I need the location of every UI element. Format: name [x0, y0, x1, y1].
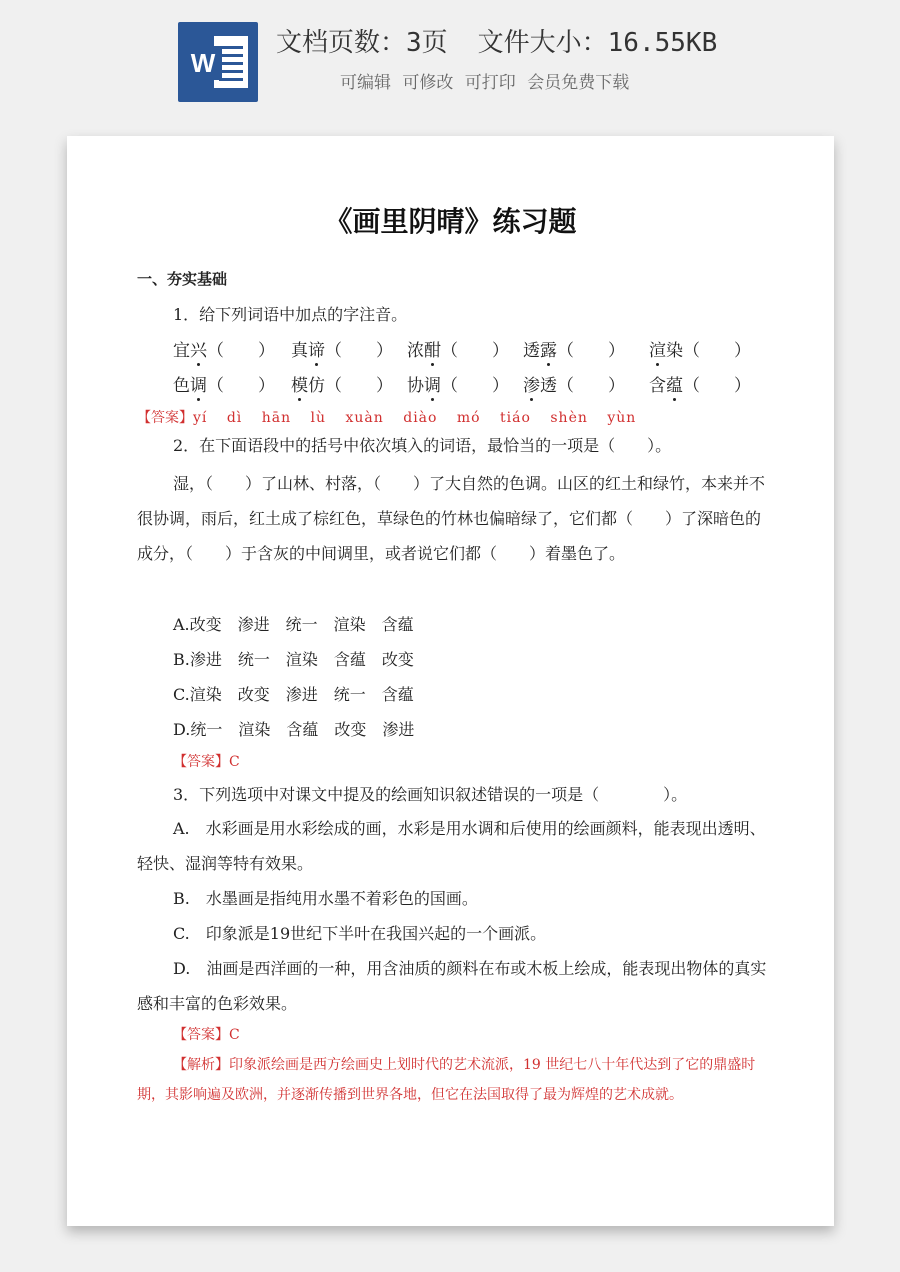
- word-item: [173, 336, 275, 361]
- answer-value: C: [229, 754, 240, 770]
- word-item: [407, 371, 509, 396]
- q2-option-d: D.统一 渲染 含蕴 改变 渗进: [173, 720, 415, 739]
- dotted-character: 模: [291, 376, 308, 396]
- q2-option-a: A.改变 渗进 统一 渲染 含蕴: [173, 615, 414, 634]
- word-item: [291, 371, 393, 396]
- dotted-character: 渲: [649, 341, 666, 361]
- word-item: [291, 336, 393, 361]
- word-suffix-blank: （ ）: [441, 376, 509, 396]
- q2-passage: 湿，（ ）了山林、村落，（ ）了大自然的色调。山区的红土和绿竹，本来并不很协调，雨后，红土成了棕红色，草绿色的竹林也偏暗绿了，它们都（ ）了深暗色的成分，（ ）于含灰的中间调里，或者说它们都（ ）着墨色了。: [137, 474, 766, 563]
- word-suffix-blank: （ ）: [441, 341, 509, 361]
- section-heading: 一、夯实基础: [137, 270, 228, 288]
- dotted-character: 调: [190, 376, 207, 396]
- q2-option-c: C.渲染 改变 渗进 统一 含蕴: [173, 685, 414, 704]
- q3-option-b: B. 水墨画是指纯用水墨不着彩色的国画。: [173, 889, 478, 908]
- word-letter: W: [184, 46, 222, 80]
- q3-analysis: [137, 1050, 767, 1110]
- answer-label: 【答案】: [137, 410, 193, 426]
- q3-option-d: D. 油画是西洋画的一种，用含油质的颜料在布或木板上绘成，能表现出物体的真实感和丰富的色彩效果。: [137, 959, 767, 1013]
- dotted-character: 渗: [523, 376, 540, 396]
- word-item: [173, 371, 275, 396]
- feature-list: 可编辑 可修改 可打印 会员免费下载: [340, 73, 630, 93]
- word-suffix-blank: 染（ ）: [666, 341, 751, 361]
- word-prefix: 浓: [407, 341, 424, 361]
- page-count: 文档页数：3页: [276, 28, 448, 58]
- word-item: [523, 371, 625, 396]
- word-suffix-blank: （ ）: [557, 341, 625, 361]
- file-meta: [276, 22, 717, 59]
- q3-option-c: C. 印象派是19世纪下半叶在我国兴起的一个画派。: [173, 924, 547, 943]
- word-item: [649, 336, 751, 361]
- question-1: 1．给下列词语中加点的字注音。: [173, 305, 408, 324]
- word-suffix-blank: （ ）: [207, 376, 275, 396]
- dotted-character: 酣: [424, 341, 441, 361]
- dotted-character: 蕴: [666, 376, 683, 396]
- word-item: [649, 371, 751, 396]
- q1-answer: [137, 407, 767, 427]
- analysis-label: 【解析】: [173, 1057, 229, 1073]
- dotted-character: 谛: [308, 341, 325, 361]
- word-document-icon: [178, 22, 258, 102]
- answer-label: 【答案】: [173, 1027, 229, 1043]
- word-item: [523, 336, 625, 361]
- q3-option-a: A. 水彩画是用水彩绘成的画，水彩是用水调和后使用的绘画颜料，能表现出透明、轻快、湿润等特有效果。: [137, 819, 766, 873]
- q2-option-b: B.渗进 统一 渲染 含蕴 改变: [173, 650, 414, 669]
- word-suffix-blank: （ ）: [207, 341, 275, 361]
- question-2: 2．在下面语段中的括号中依次填入的词语，最恰当的一项是（ ）。: [173, 436, 672, 455]
- dotted-character: 露: [540, 341, 557, 361]
- question-3: 3．下列选项中对课文中提及的绘画知识叙述错误的一项是（ ）。: [173, 785, 688, 804]
- answer-value: C: [229, 1027, 240, 1043]
- file-size: 文件大小：16.55KB: [477, 28, 718, 58]
- word-suffix-blank: （ ）: [683, 376, 751, 396]
- word-prefix: 含: [649, 376, 666, 396]
- analysis-text: 印象派绘画是西方绘画史上划时代的艺术流派，19 世纪七八十年代达到了它的鼎盛时期，其影响遍及欧洲，并逐渐传播到世界各地，但它在法国取得了最为辉煌的艺术成就。: [137, 1057, 756, 1103]
- word-prefix: 透: [523, 341, 540, 361]
- q3-answer: [137, 1024, 767, 1044]
- dotted-character: 调: [424, 376, 441, 396]
- word-prefix: 色: [173, 376, 190, 396]
- word-suffix-blank: 仿（ ）: [308, 376, 393, 396]
- q2-answer: [137, 751, 767, 771]
- page-title: 《画里阴晴》练习题: [324, 205, 577, 238]
- word-prefix: 宜: [173, 341, 190, 361]
- document-page: [67, 136, 834, 1226]
- word-suffix-blank: （ ）: [325, 341, 393, 361]
- word-suffix-blank: 透（ ）: [540, 376, 625, 396]
- word-prefix: 真: [291, 341, 308, 361]
- answer-pinyin: yí dì hān lù xuàn diào mó tiáo shèn yùn: [193, 410, 637, 426]
- header: [0, 0, 900, 120]
- answer-label: 【答案】: [173, 754, 229, 770]
- dotted-character: 兴: [190, 341, 207, 361]
- word-prefix: 协: [407, 376, 424, 396]
- word-item: [407, 336, 509, 361]
